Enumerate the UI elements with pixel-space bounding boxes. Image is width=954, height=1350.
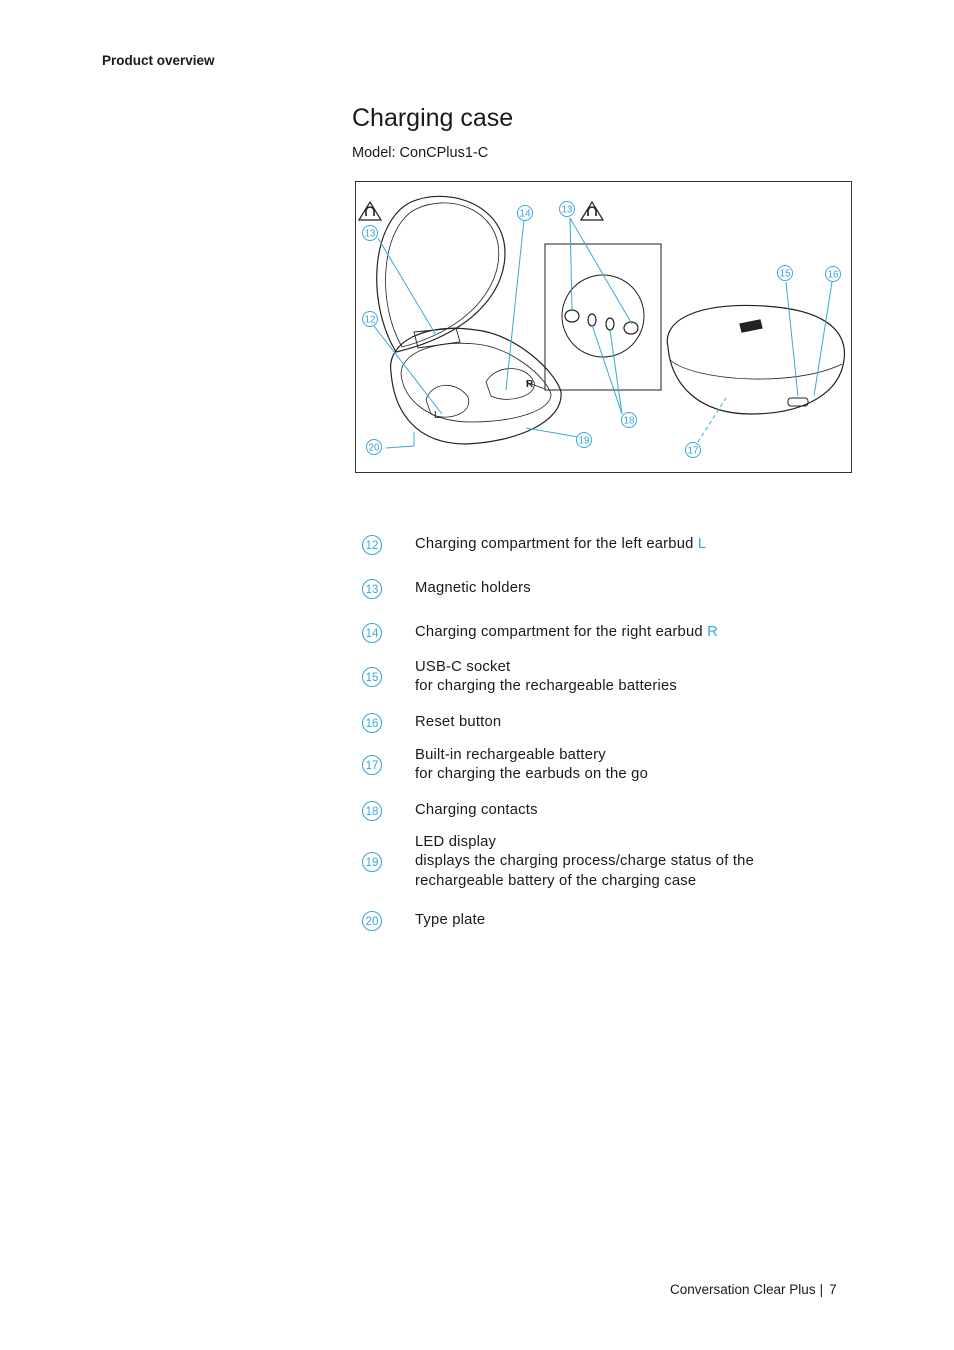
svg-text:16: 16 (365, 718, 379, 730)
callout-number: 14 (519, 208, 531, 220)
section-label: Product overview (102, 53, 215, 68)
legend-description (415, 579, 531, 599)
legend-line: for charging the earbuds on the go (415, 766, 649, 782)
legend-line: USB-C socket (415, 658, 511, 675)
legend-description (415, 801, 538, 821)
callout-number: 19 (578, 435, 590, 447)
svg-text:12: 12 (365, 540, 379, 552)
legend-item-12 (360, 530, 830, 560)
legend-number-20-icon (360, 909, 384, 933)
page-footer (670, 1282, 837, 1297)
legend-description (415, 658, 677, 697)
callout-number: 13 (561, 204, 573, 216)
legend-line: LED display (415, 833, 497, 850)
legend-number-12-icon (360, 533, 384, 557)
earbud-side-letter: L (693, 536, 707, 553)
callout-13 (363, 226, 378, 241)
legend-line: Type plate (415, 912, 486, 929)
legend-number-19-icon (360, 850, 384, 874)
callout-number: 12 (364, 314, 376, 326)
callout-number: 15 (779, 268, 791, 280)
magnet-warning-icon (581, 202, 603, 220)
callout-19 (577, 433, 592, 448)
callout-15 (778, 266, 793, 281)
legend-description (415, 623, 718, 643)
legend-description (415, 713, 501, 733)
callout-18 (622, 413, 637, 428)
legend-line: Reset button (415, 714, 502, 731)
svg-text:14: 14 (365, 628, 379, 640)
callout-14 (518, 206, 533, 221)
callout-number: 17 (687, 445, 699, 457)
legend-item-15 (360, 656, 830, 698)
legend-number-16-icon (360, 711, 384, 735)
legend-line: Charging compartment for the left earbud L (415, 536, 707, 553)
callout-17 (686, 443, 701, 458)
legend-description (415, 535, 706, 555)
legend-line: for charging the rechargeable batteries (415, 678, 677, 694)
legend-item-18 (360, 796, 830, 826)
svg-text:15: 15 (365, 672, 379, 684)
legend-number-13-icon (360, 577, 384, 601)
legend-number-18-icon (360, 799, 384, 823)
earbud-side-letter: R (702, 624, 719, 641)
svg-text:17: 17 (365, 760, 379, 772)
legend-line: Built-in rechargeable battery (415, 746, 606, 763)
legend-line: displays the charging process/charge status of the (415, 853, 755, 870)
callout-20 (367, 440, 382, 455)
legend-number-14-icon (360, 621, 384, 645)
callout-number: 20 (368, 442, 380, 454)
legend-line: rechargeable battery of the charging case (415, 872, 697, 889)
legend-description (415, 833, 754, 892)
legend-item-16 (360, 708, 830, 738)
legend-line: Charging compartment for the right earbud R (415, 624, 719, 641)
legend-item-17 (360, 744, 830, 786)
legend-number-17-icon (360, 753, 384, 777)
letter-right-compartment: R (526, 379, 534, 390)
case-base (391, 328, 562, 444)
footer-separator: | (819, 1282, 824, 1297)
callout-number: 13 (364, 228, 376, 240)
legend-line: Magnetic holders (415, 580, 531, 597)
legend-description (415, 746, 648, 785)
svg-text:20: 20 (365, 916, 379, 928)
legend-item-19 (360, 832, 830, 892)
letter-left-compartment: L (434, 410, 440, 421)
page-title: Charging case (352, 104, 514, 132)
legend-line: Charging contacts (415, 802, 538, 819)
callout-16 (826, 267, 841, 282)
contacts-magnified (562, 275, 644, 357)
model-number: Model: ConCPlus1-C (352, 145, 489, 161)
legend-description (415, 911, 485, 931)
legend-item-13 (360, 574, 830, 604)
footer-product: Conversation Clear Plus (670, 1282, 816, 1297)
callout-13 (560, 202, 575, 217)
callout-number: 16 (827, 269, 839, 281)
charging-case-illustration (355, 181, 852, 473)
svg-text:13: 13 (365, 584, 379, 596)
svg-text:18: 18 (365, 806, 379, 818)
illustration-svg (356, 182, 853, 474)
callout-number: 18 (623, 415, 635, 427)
legend-number-15-icon (360, 665, 384, 689)
legend-item-14 (360, 618, 830, 648)
callout-12 (363, 312, 378, 327)
svg-text:19: 19 (365, 857, 379, 869)
magnet-warning-icon (359, 202, 381, 220)
footer-page-number: 7 (829, 1282, 837, 1297)
legend-item-20 (360, 906, 830, 936)
